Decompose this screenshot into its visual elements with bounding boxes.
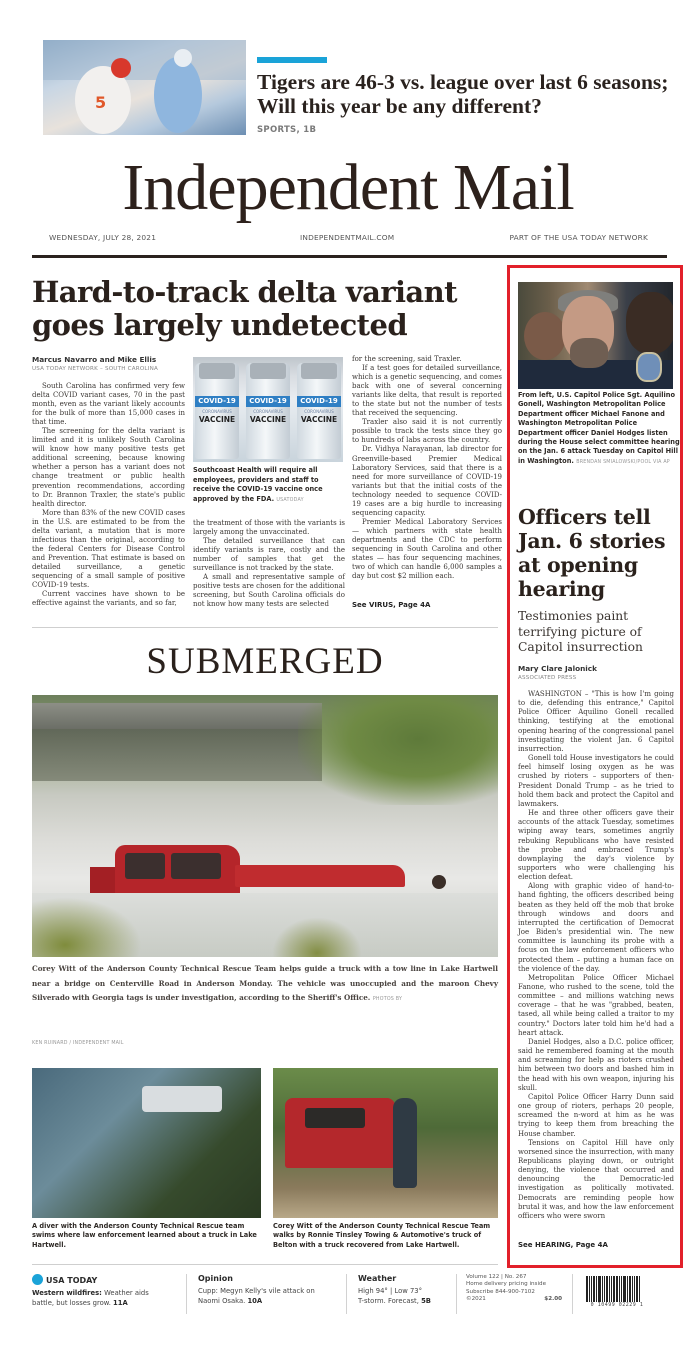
paragraph: More than 83% of the new COVID cases in the U.S. are estimated to be from the delta variant, a mutation that is more infectious than the original, according to the federal Centers for Disease Control and Prevention. That estimate is based on detailed surveillance, a genetic sequencing of a small sample of positive COVID-19 tests. <box>32 508 185 590</box>
lead-headline[interactable]: Hard-to-track delta variant goes largely undetected <box>32 275 457 342</box>
hearing-body <box>518 690 674 1221</box>
section-divider <box>32 627 498 628</box>
diver-photo[interactable] <box>32 1068 261 1218</box>
barcode-bar <box>602 1276 603 1302</box>
delivery-info: Home delivery pricing inside <box>466 1281 547 1288</box>
rescuer-figure <box>393 1098 417 1188</box>
barcode-bar <box>604 1276 605 1302</box>
svg-text:5: 5 <box>95 93 107 112</box>
barcode-bar <box>606 1276 608 1302</box>
vial-main-label: VACCINE <box>198 415 236 424</box>
bridge-underside-shape <box>32 729 322 781</box>
diver-photo-caption: A diver with the Anderson County Technical Rescue team swims where law enforcement learned about a truck in Lake Hartwell. <box>32 1222 257 1249</box>
footer-divider <box>32 1264 498 1265</box>
copyright-price-row <box>466 1296 562 1303</box>
grass-shape <box>272 917 362 957</box>
hearing-byline-block <box>518 664 597 681</box>
barcode-bar <box>586 1276 588 1302</box>
teaser-page: 10A <box>247 1297 263 1305</box>
vial-sub-label: CORONAVIRUS <box>304 409 334 414</box>
barcode-bar <box>593 1276 595 1302</box>
footer-info <box>466 1274 562 1303</box>
paragraph: Along with graphic video of hand-to-hand fighting, the officers described being beaten as they held off the mob that broke through windows and doors and interrupted the certification of Democrat Joe Biden's presidential win. The new committee is launching its probe with a focus on the law enforcement officers who protected them – putting a human face on the violence of the day. <box>518 882 674 973</box>
tow-truck-photo[interactable] <box>273 1068 498 1218</box>
submerged-truck-photo[interactable] <box>32 695 498 957</box>
masthead-url[interactable]: INDEPENDENTMAIL.COM <box>300 233 395 242</box>
paragraph: South Carolina has confirmed very few delta COVID variant cases, 70 in the past month, even as the variant likely accounts for the bulk of more than 15,000 cases in that time. <box>32 382 185 427</box>
weather-forecast: T-storm. Forecast, <box>358 1297 419 1305</box>
barcode-bar <box>611 1276 612 1302</box>
tow-truck-window <box>305 1108 365 1128</box>
photo-credit: BRENDAN SMIALOWSKI/POOL VIA AP <box>576 459 670 465</box>
grass-shape <box>32 897 142 957</box>
vial-cap <box>301 363 337 379</box>
vial-main-label: VACCINE <box>300 415 338 424</box>
masthead-network: PART OF THE USA TODAY NETWORK <box>509 233 648 242</box>
virus-jump-link[interactable]: See VIRUS, Page 4A <box>352 601 431 609</box>
footer-opinion[interactable] <box>198 1274 338 1306</box>
paragraph: Current vaccines have shown to be effective against the variants, and so far, <box>32 590 185 608</box>
paragraph: Daniel Hodges, also a D.C. police officer, said he remembered foaming at the mouth and screaming for help as rioters crushed him between two doors and bashed him in the head with his own weapon, injuring his skull. <box>518 1037 674 1092</box>
vial <box>195 363 239 459</box>
paragraph: If a test goes for detailed surveillance, which is a genetic sequencing, and comes back with one of several concerning variants like delta, that result is reported to the state but not the number of tests that received the sequencing. <box>352 364 502 418</box>
footer-weather[interactable] <box>358 1274 453 1306</box>
lead-column-1 <box>32 355 185 608</box>
officers-photo[interactable] <box>518 282 673 389</box>
officer-face <box>626 292 673 354</box>
truck-hood <box>235 865 405 887</box>
bridge-shape <box>32 703 322 729</box>
police-patch-icon <box>636 352 662 382</box>
vial-band-label: COVID-19 <box>297 396 341 407</box>
weather-label: Weather <box>358 1274 397 1283</box>
paragraph: He and three other officers gave their accounts of the attack Tuesday, sometimes wiping away tears, sometimes angrily rebuking Republicans who have resisted the probe and embraced Trump's downplaying the day's violence by supporters who were challenging his election defeat. <box>518 809 674 882</box>
lead-affiliation: USA TODAY NETWORK – SOUTH CAROLINA <box>32 366 158 372</box>
rescuer-in-water <box>432 875 446 889</box>
barcode-bar <box>619 1276 620 1302</box>
usa-today-label: USA TODAY <box>46 1276 98 1285</box>
paragraph: Premier Medical Laboratory Services — which partners with state health departments and the CDC to perform sequencing in South Carolina and other states — has four sequencing machines, two of which can handle 6,000 samples a day but cost $2 million each. <box>352 517 502 581</box>
photo-credit: KEN RUINARD / INDEPENDENT MAIL <box>32 1041 124 1046</box>
paragraph: A small and representative sample of positive tests are chosen for the additional screening, but South Carolina officials do not know how many tests are selected <box>193 573 345 609</box>
hearing-deck: Testimonies paint terrifying picture of Capitol insurrection <box>518 609 643 654</box>
vial-band-label: COVID-19 <box>246 396 290 407</box>
barcode-bar <box>591 1276 592 1302</box>
usa-today-teaser <box>32 1288 172 1308</box>
masthead-title: Independent Mail <box>122 151 574 224</box>
barcode-bar <box>598 1276 601 1302</box>
paragraph: for the screening, said Traxler. <box>352 355 462 363</box>
barcode-bar <box>613 1276 615 1302</box>
footer-divider-line <box>572 1274 573 1314</box>
tow-truck-shape <box>285 1098 395 1168</box>
barcode-bar <box>596 1276 597 1302</box>
paragraph: Traxler also said it is not currently possible to track the tests since they go to hundreds of labs across the country. <box>352 418 502 445</box>
barcode-bar <box>639 1276 640 1302</box>
barcode-bar <box>589 1276 590 1302</box>
vial-cap <box>250 363 286 379</box>
caption-text: Corey Witt of the Anderson County Technical Rescue Team helps guide a truck with a tow line in Lake Hartwell near a bridge on Centerville Road in Anderson Monday. The vehicle was unoccupied and the maroon Chevy Silverado with Georgia tags is under investigation, according to the Sheriff's Office. <box>32 964 498 1002</box>
trees-shape <box>298 695 498 805</box>
barcode-bar <box>629 1276 631 1302</box>
subscribe-info: Subscribe 844-900-7102 <box>466 1288 535 1295</box>
copyright: ©2021 <box>466 1295 486 1302</box>
promo-headline[interactable]: Tigers are 46-3 vs. league over last 6 seasons; Will this year be any different? <box>257 70 669 118</box>
vial-band-label: COVID-19 <box>195 396 239 407</box>
promo-section-label: SPORTS, 1B <box>257 125 317 135</box>
vial <box>246 363 290 459</box>
vial-main-label: VACCINE <box>249 415 287 424</box>
teaser-page: 11A <box>113 1299 128 1307</box>
vial-cap <box>199 363 235 379</box>
volume-info: Volume 122 | No. 267 <box>466 1274 527 1280</box>
football-players-illustration <box>43 40 246 135</box>
promo-accent-bar <box>257 57 327 63</box>
officer-face <box>524 312 566 360</box>
truck-window <box>171 853 221 879</box>
vial-sub-label: CORONAVIRUS <box>253 409 283 414</box>
lead-body-col1 <box>32 382 185 608</box>
paragraph: The screening for the delta variant is limited and it is unlikely South Carolina will know how many positive tests get additional screening, because knowing whether a person has a variant does not change treatment or public health prevention recommendations, according to Dr. Brannon Traxler, the state's public health director. <box>32 427 185 508</box>
paragraph: Gonell told House investigators he could feel himself losing oxygen as he was crushed by rioters – supporters of then-President Donald Trump – as he tried to hold them back and protect the Capitol and lawmakers. <box>518 754 674 808</box>
masthead-date: WEDNESDAY, JULY 28, 2021 <box>49 233 157 242</box>
caption-text: From left, U.S. Capitol Police Sgt. Aquilino Gonell, Washington Metropolitan Police Department officer Michael Fanone and Washington Metropolitan Police Department officer Daniel Hodges listen during the House select committee hearing on the Jan. 6 attack Tuesday on Capitol Hill in Washington. <box>518 391 680 465</box>
promo-football-photo[interactable] <box>43 40 246 135</box>
masthead-rule <box>32 255 667 258</box>
tow-truck-photo-caption: Corey Witt of the Anderson County Technical Rescue Team walks by Ronnie Tinsley Towing & Automotive's truck of Belton with a truck recovered from Lake Hartwell. <box>273 1222 491 1249</box>
footer-divider-line <box>456 1274 457 1314</box>
opinion-label: Opinion <box>198 1274 233 1283</box>
lead-body-col3 <box>352 355 502 581</box>
paragraph: Tensions on Capitol Hill have only worsened since the insurrection, with many Republicans playing down, or outright denying, the violence that occurred and denouncing the Democratic-led investigation as politically motivated. Democrats are reminding people how brutal it was, and how the law enforcement officers who were sworn <box>518 1138 674 1220</box>
barcode-bar <box>627 1276 628 1302</box>
officers-photo-caption <box>518 391 680 467</box>
photo-credit-prefix: PHOTOS BY <box>372 997 403 1002</box>
paragraph: Dr. Vidhya Narayanan, lab director for Greenville-based Premier Medical Laboratory Services, said that there is a need for more surveillance of COVID-19 variants but that the initial costs of the technology needed to sequence COVID-19 cases are a big hurdle to increasing sequencing capacity. <box>352 445 502 517</box>
usa-today-label-row <box>32 1274 172 1285</box>
weather-page: 5B <box>421 1297 431 1305</box>
paragraph: The detailed surveillance that can identify variants is rare, costly and the number of samples that get the surveillance is not tracked by the state. <box>193 537 345 573</box>
submerged-main-caption <box>32 962 498 1008</box>
barcode-bar <box>632 1276 633 1302</box>
photo-credit: USATODAY <box>276 497 304 503</box>
weather-temps: High 94° | Low 73° <box>358 1287 423 1295</box>
opinion-teaser <box>198 1286 338 1306</box>
barcode-bar <box>634 1276 635 1302</box>
barcode-bar <box>636 1276 638 1302</box>
truck-window <box>125 853 165 879</box>
vial <box>297 363 341 459</box>
caption-text: Southcoast Health will require all employees, providers and staff to receive the COVID-19 vaccine once approved by the FDA. <box>193 466 323 503</box>
teaser-bold: Western wildfires: <box>32 1289 102 1297</box>
lead-byline: Marcus Navarro and Mike Ellis <box>32 355 157 364</box>
usa-today-logo-icon <box>32 1274 43 1285</box>
submerged-title: SUBMERGED <box>146 641 384 682</box>
hearing-affiliation: ASSOCIATED PRESS <box>518 675 577 681</box>
price: $2.00 <box>544 1295 562 1302</box>
barcode-bar <box>616 1276 618 1302</box>
barcode <box>586 1276 648 1310</box>
truck-cab <box>115 845 240 897</box>
boat-shape <box>142 1086 222 1112</box>
paragraph: WASHINGTON – "This is how I'm going to die, defending this entrance," Capitol Police Officer Aquilino Gonell recalled thinking, testifying at the emotional opening hearing of the congressional panel investigating the violent Jan. 6 Capitol insurrection. <box>518 690 674 753</box>
barcode-bars-icon <box>586 1276 648 1302</box>
weather-text <box>358 1286 453 1306</box>
barcode-bar <box>623 1276 626 1302</box>
teaser-text: Weather aids battle, but losses grow. <box>32 1289 149 1307</box>
lead-body-col2 <box>193 519 345 609</box>
officer-beard <box>570 338 608 368</box>
paragraph: Capitol Police Officer Harry Dunn said one group of rioters, perhaps 20 people, screamed the n-word at him as he was trying to keep them from breaching the House chamber. <box>518 1092 674 1138</box>
barcode-bar <box>609 1276 610 1302</box>
footer-divider-line <box>346 1274 347 1314</box>
footer-usa-today[interactable] <box>32 1274 172 1308</box>
vaccine-photo-caption <box>193 466 345 505</box>
paragraph: Metropolitan Police Officer Michael Fanone, who rushed to the scene, told the committee – and millions watching news coverage – that he was "grabbed, beaten, tased, all while being called a traitor to my country." Doctors later told him he'd had a heart attack. <box>518 973 674 1037</box>
footer-divider-line <box>186 1274 187 1314</box>
hearing-jump-link[interactable]: See HEARING, Page 4A <box>518 1241 608 1249</box>
hearing-byline: Mary Clare Jalonick <box>518 664 597 673</box>
paragraph: the treatment of those with the variants is largely among the unvaccinated. <box>193 519 345 537</box>
vaccine-vials-photo[interactable] <box>193 357 343 462</box>
teaser-text: Cupp: Megyn Kelly's vile attack on Naomi Osaka. <box>198 1287 315 1305</box>
hearing-headline[interactable]: Officers tell Jan. 6 stories at opening hearing <box>518 505 666 601</box>
barcode-digits: 0 10499 02229 1 <box>590 1302 644 1308</box>
vial-sub-label: CORONAVIRUS <box>202 409 232 414</box>
barcode-bar <box>621 1276 622 1302</box>
